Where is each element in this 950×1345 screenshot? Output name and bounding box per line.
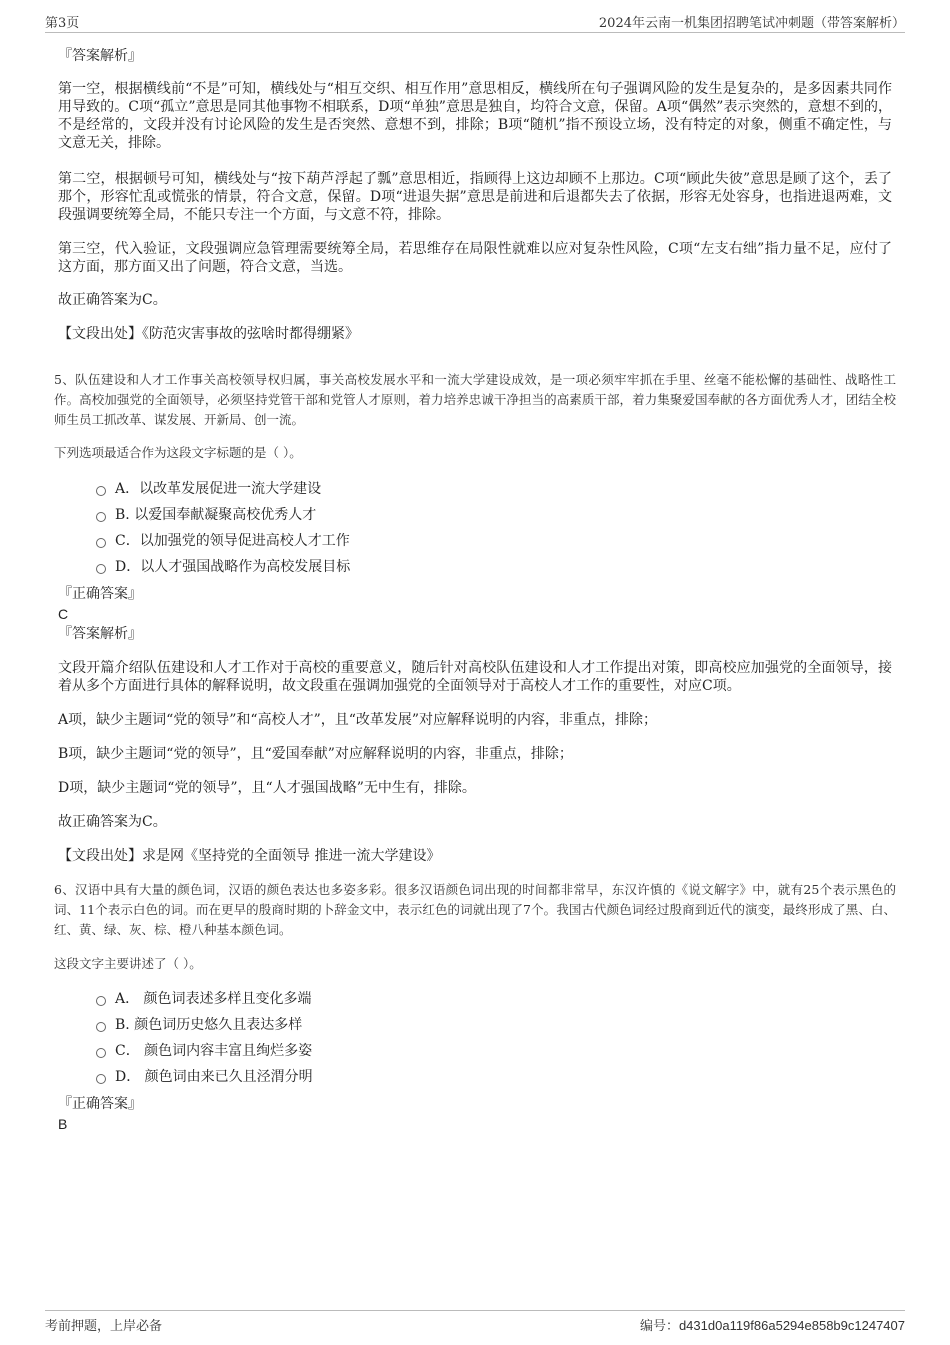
radio-icon[interactable] xyxy=(96,538,106,548)
q5-conclusion: 故正确答案为C。 xyxy=(58,814,167,830)
radio-icon[interactable] xyxy=(96,1074,106,1084)
q5-analysis-p2: A项，缺少主题词“党的领导”和“高校人才”，且“改革发展”对应解释说明的内容，非重点，排除； xyxy=(58,712,658,728)
q5-option-c[interactable]: C．以加强党的领导促进高校人才工作 xyxy=(96,532,350,550)
q4-analysis-label: 『答案解析』 xyxy=(58,48,142,64)
q4-conclusion: 故正确答案为C。 xyxy=(58,292,167,308)
q5-option-a[interactable]: A．以改革发展促进一流大学建设 xyxy=(96,480,321,498)
q5-correct-label: 『正确答案』 xyxy=(58,586,142,602)
document-title: 2024年云南一机集团招聘笔试冲刺题（带答案解析） xyxy=(598,16,905,31)
q5-correct-answer: C xyxy=(58,606,69,622)
radio-icon[interactable] xyxy=(96,486,106,496)
q5-analysis-p4: D项，缺少主题词“党的领导”，且“人才强国战略”无中生有，排除。 xyxy=(58,780,476,796)
radio-icon[interactable] xyxy=(96,1022,106,1032)
q5-question: 下列选项最适合作为这段文字标题的是（ ）。 xyxy=(54,445,302,460)
q6-option-d[interactable]: D． 颜色词由来已久且泾渭分明 xyxy=(96,1068,313,1086)
q5-analysis-p3: B项，缺少主题词“党的领导”，且“爱国奉献”对应解释说明的内容，非重点，排除； xyxy=(58,746,573,762)
document-id: 编号：d431d0a119f86a5294e858b9c1247407 xyxy=(639,1318,905,1333)
q5-option-b[interactable]: B. 以爱国奉献凝聚高校优秀人才 xyxy=(96,506,316,524)
q6-option-b[interactable]: B. 颜色词历史悠久且表达多样 xyxy=(96,1016,302,1034)
page-header xyxy=(45,12,905,33)
q5-analysis-p1: 文段开篇介绍队伍建设和人才工作对于高校的重要意义，随后针对高校队伍建设和人才工作提出对策，即高校应加强党的全面领导，接着从多个方面进行具体的解释说明，故文段重在强调加强党的全面领导对于高校人才工作的重要性，对应C项。 xyxy=(58,660,892,694)
radio-icon[interactable] xyxy=(96,564,106,574)
q6-option-a[interactable]: A． 颜色词表述多样且变化多端 xyxy=(96,990,312,1008)
q5-stem: 5、队伍建设和人才工作事关高校领导权归属，事关高校发展水平和一流大学建设成效，是一项必须牢牢抓在手里、丝毫不能松懈的基础性、战略性工作。高校加强党的全面领导，必须坚持党管干部和党管人才原则，着力培养忠诚干净担当的高素质干部，着力集聚爱国奉献的各方面优秀人才，团结全校师生员工抓改革、谋发展、开新局、创一流。 xyxy=(54,372,896,427)
q6-stem: 6、汉语中具有大量的颜色词，汉语的颜色表达也多姿多彩。很多汉语颜色词出现的时间都非常早，东汉许慎的《说文解字》中，就有25个表示黑色的词、11个表示白色的词。而在更早的殷商时期的卜辞金文中，表示红色的词就出现了7个。我国古代颜色词经过殷商到近代的演变，最终形成了黑、白、红、黄、绿、灰、棕、橙八种基本颜色词。 xyxy=(54,882,896,937)
radio-icon[interactable] xyxy=(96,1048,106,1058)
q6-correct-label: 『正确答案』 xyxy=(58,1096,142,1112)
q4-analysis-p2: 第二空，根据顿号可知，横线处与“按下葫芦浮起了瓢”意思相近，指顾得上这边却顾不上那边。C项“顾此失彼”意思是顾了这个，丢了那个，形容忙乱或慌张的情景，符合文意，保留。D项“进退失据”意思是前进和后退都失去了依据，形容无处容身，也指进退两难，文段强调要统筹全局，不能只专注一个方面，与文意不符，排除。 xyxy=(58,171,892,223)
radio-icon[interactable] xyxy=(96,512,106,522)
q6-option-c[interactable]: C． 颜色词内容丰富且绚烂多姿 xyxy=(96,1042,312,1060)
q4-analysis-p3: 第三空，代入验证，文段强调应急管理需要统筹全局，若思维存在局限性就难以应对复杂性风险，C项“左支右绌”指力量不足，应付了这方面，那方面又出了问题，符合文意，当选。 xyxy=(58,241,892,275)
q5-source: 【文段出处】求是网《坚持党的全面领导 推进一流大学建设》 xyxy=(58,848,441,864)
q5-analysis-label: 『答案解析』 xyxy=(58,626,142,642)
q4-source: 【文段出处】《防范灾害事故的弦啥时都得绷紧》 xyxy=(58,326,359,342)
q6-correct-answer: B xyxy=(58,1116,68,1132)
radio-icon[interactable] xyxy=(96,996,106,1006)
page-number: 第3页 xyxy=(45,16,80,31)
q4-analysis-p1: 第一空，根据横线前“不是”可知，横线处与“相互交织、相互作用”意思相反，横线所在句子强调风险的发生是复杂的，是多因素共同作用导致的。C项“孤立”意思是同其他事物不相联系，D项“单独”意思是独自，均符合文意，保留。A项“偶然”表示突然的，意想不到的，不是经常的，文段并没有讨论风险的发生是否突然、意想不到，排除；B项“随机”指不预设立场，没有特定的对象，侧重不确定性，与文意无关，排除。 xyxy=(58,81,892,151)
q5-option-d[interactable]: D．以人才强国战略作为高校发展目标 xyxy=(96,558,350,576)
footer-slogan: 考前押题，上岸必备 xyxy=(45,1319,163,1334)
q6-question: 这段文字主要讲述了（ ）。 xyxy=(54,956,202,971)
page-footer xyxy=(45,1310,905,1337)
